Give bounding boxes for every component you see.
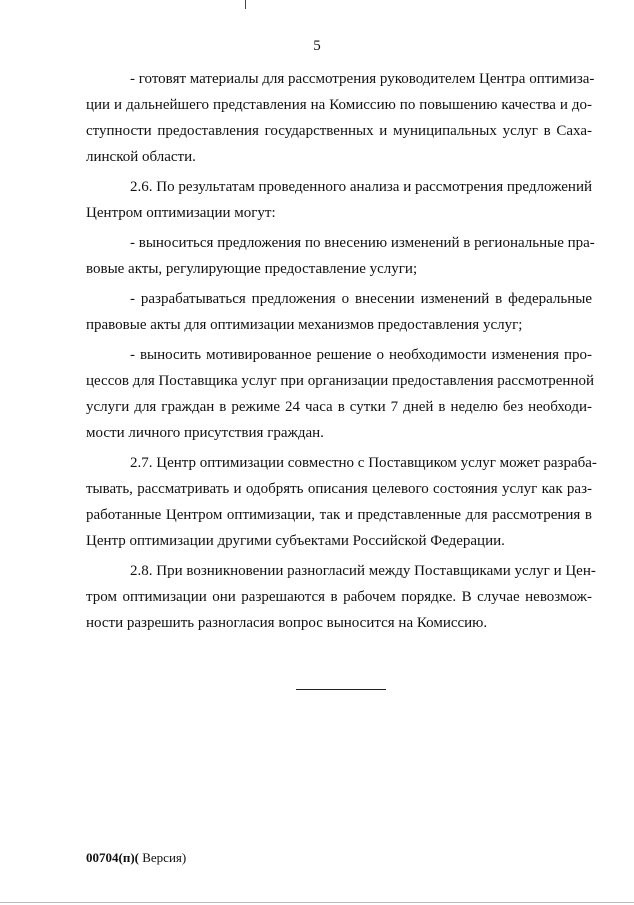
text-line: тывать, рассматривать и одобрять описания целевого состояния услуг как раз- [86, 481, 592, 497]
paragraph [86, 342, 595, 446]
document-version: Версия) [138, 850, 187, 865]
text-line: тром оптимизации они разрешаются в рабочем порядке. В случае невозмож- [86, 589, 592, 605]
text-line: - выносить мотивированное решение о необходимости изменения про- [130, 347, 592, 363]
paragraph [86, 558, 596, 636]
paragraph [86, 286, 592, 338]
text-line: - выноситься предложения по внесению изменений в региональные пра- [130, 235, 595, 251]
document-code: 00704(п)( [86, 850, 139, 865]
text-line: Центром оптимизации могут: [86, 205, 276, 221]
scan-artifact [245, 0, 246, 9]
text-line: правовые акты для оптимизации механизмов предоставления услуг; [86, 317, 523, 333]
text-line: ступности предоставления государственных и муниципальных услуг в Саха- [86, 123, 592, 139]
text-line: 2.6. По результатам проведенного анализа и рассмотрения предложений [130, 179, 592, 195]
paragraph [86, 66, 595, 170]
text-line: Центр оптимизации другими субъектами Российской Федерации. [86, 533, 505, 549]
text-line: услуги для граждан в режиме 24 часа в сутки 7 дней в неделю без необходи- [86, 399, 592, 415]
text-line: вовые акты, регулирующие предоставление услуги; [86, 261, 418, 277]
text-line: ции и дальнейшего представления на Комиссию по повышению качества и до- [86, 97, 592, 113]
text-line: - готовят материалы для рассмотрения руководителем Центра оптимиза- [130, 71, 595, 87]
paragraph [86, 174, 592, 226]
document-footer [86, 850, 186, 866]
end-of-text-divider [296, 689, 386, 690]
text-line: 2.7. Центр оптимизации совместно с Поставщиком услуг может разраба- [130, 455, 597, 471]
page-number: 5 [313, 38, 321, 54]
document-body [86, 66, 597, 636]
text-line: мости личного присутствия граждан. [86, 425, 324, 441]
text-line: работанные Центром оптимизации, так и представленные для рассмотрения в [86, 507, 592, 523]
text-line: 2.8. При возникновении разногласий между Поставщиками услуг и Цен- [130, 563, 596, 579]
text-line: цессов для Поставщика услуг при организации предоставления рассмотренной [86, 373, 595, 389]
scan-edge [0, 902, 634, 903]
text-line: линской области. [86, 149, 196, 165]
text-line: - разрабатываться предложения о внесении изменений в федеральные [130, 291, 592, 307]
paragraph [86, 450, 597, 554]
paragraph [86, 230, 595, 282]
text-line: ности разрешить разногласия вопрос выносится на Комиссию. [86, 615, 488, 631]
